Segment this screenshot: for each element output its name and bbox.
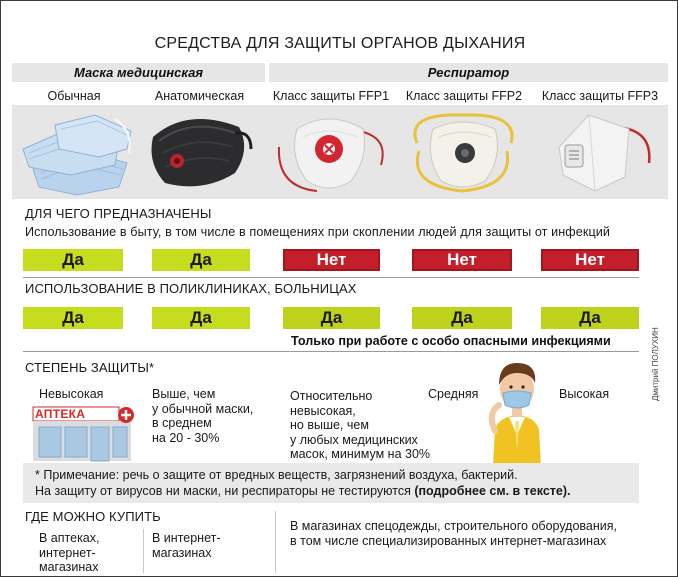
purpose-value-anatomical: Да <box>152 249 250 271</box>
note-more-link-text: (подробнее см. в тексте). <box>414 484 571 498</box>
section-heading-purpose: ДЛЯ ЧЕГО ПРЕДНАЗНАЧЕНЫ <box>25 206 212 221</box>
author-credit: Дмитрий ПОЛУХИН <box>651 327 660 401</box>
pharmacy-sign: АПТЕКА <box>35 407 86 421</box>
where-ordinary-line: магазинах <box>39 560 99 574</box>
protection-anatomical <box>152 387 253 445</box>
clinics-value-ordinary: Да <box>23 307 123 329</box>
anatomical-mask-image <box>143 109 253 197</box>
protection-anatomical-line: на 20 - 30% <box>152 430 220 445</box>
purpose-value-ffp1: Нет <box>283 249 380 271</box>
divider <box>23 351 639 352</box>
protection-ffp1-line: невысокая, <box>290 403 356 418</box>
where-respirators <box>290 519 617 548</box>
pharmacy-illustration <box>31 405 137 463</box>
column-header-anatomical: Анатомическая <box>154 89 245 103</box>
where-anatomical <box>152 531 221 560</box>
ffp1-respirator-image <box>273 107 391 197</box>
section-heading-protection: СТЕПЕНЬ ЗАЩИТЫ* <box>25 360 155 375</box>
section-heading-where: ГДЕ МОЖНО КУПИТЬ <box>25 509 161 524</box>
protection-ordinary: Невысокая <box>39 387 104 401</box>
where-anatomical-line: магазинах <box>152 545 212 560</box>
column-divider <box>275 511 276 573</box>
column-header-ordinary: Обычная <box>47 89 101 103</box>
section-heading-clinics: ИСПОЛЬЗОВАНИЕ В ПОЛИКЛИНИКАХ, БОЛЬНИЦАХ <box>25 281 357 296</box>
note-line-1: * Примечание: речь о защите от вредных веществ, загрязнений воздуха, бактерий. <box>35 468 518 482</box>
where-ordinary-line: В аптеках, <box>39 531 100 545</box>
protection-ffp2: Средняя <box>428 387 479 401</box>
purpose-value-ffp2: Нет <box>412 249 512 271</box>
where-ordinary <box>39 531 100 575</box>
column-header-ffp2: Класс защиты FFP2 <box>405 89 523 103</box>
page-title: СРЕДСТВА ДЛЯ ЗАЩИТЫ ОРГАНОВ ДЫХАНИЯ <box>154 35 526 52</box>
clinics-value-ffp2: Да <box>412 307 512 329</box>
ffp2-respirator-image <box>405 107 523 197</box>
protection-anatomical-line: Выше, чем <box>152 387 216 401</box>
column-divider <box>143 529 144 573</box>
protection-anatomical-line: у обычной маски, <box>152 401 254 416</box>
clinics-value-ffp1: Да <box>283 307 380 329</box>
clinics-value-anatomical: Да <box>152 307 250 329</box>
note-line-2 <box>35 484 571 499</box>
purpose-value-ffp3: Нет <box>541 249 639 271</box>
medical-mask-image <box>15 109 135 197</box>
person-with-mask-illustration <box>485 355 549 467</box>
protection-ffp1-line: у любых медицинских <box>290 432 418 447</box>
where-respirators-line: В магазинах спецодежды, строительного оборудования, <box>290 519 617 533</box>
clinics-footnote: Только при работе с особо опасными инфекциями <box>291 334 611 348</box>
protection-ffp1 <box>290 389 430 462</box>
column-header-ffp3: Класс защиты FFP3 <box>541 89 659 103</box>
protection-ffp3: Высокая <box>559 387 610 401</box>
protection-ffp1-line: но выше, чем <box>290 418 369 432</box>
category-respirator: Респиратор <box>427 65 510 80</box>
purpose-description: Использование в быту, в том числе в помещениях при скоплении людей для защиты от инфекций <box>25 225 611 239</box>
purpose-value-ordinary: Да <box>23 249 123 271</box>
clinics-value-ffp3: Да <box>541 307 639 329</box>
where-anatomical-line: В интернет- <box>152 531 221 545</box>
category-medical-mask: Маска медицинская <box>73 65 204 80</box>
note-line-2-text: На защиту от вирусов ни маски, ни респираторы не тестируются <box>35 484 415 498</box>
protection-ffp1-line: масок, минимум на 30% <box>290 447 431 461</box>
column-header-ffp1: Класс защиты FFP1 <box>272 89 390 103</box>
ffp3-respirator-image <box>541 107 659 197</box>
where-respirators-line: в том числе специализированных интернет-магазинах <box>290 533 607 548</box>
protection-anatomical-line: в среднем <box>152 416 212 430</box>
where-ordinary-line: интернет- <box>39 545 96 560</box>
divider <box>23 277 639 278</box>
protection-ffp1-line: Относительно <box>290 389 373 403</box>
